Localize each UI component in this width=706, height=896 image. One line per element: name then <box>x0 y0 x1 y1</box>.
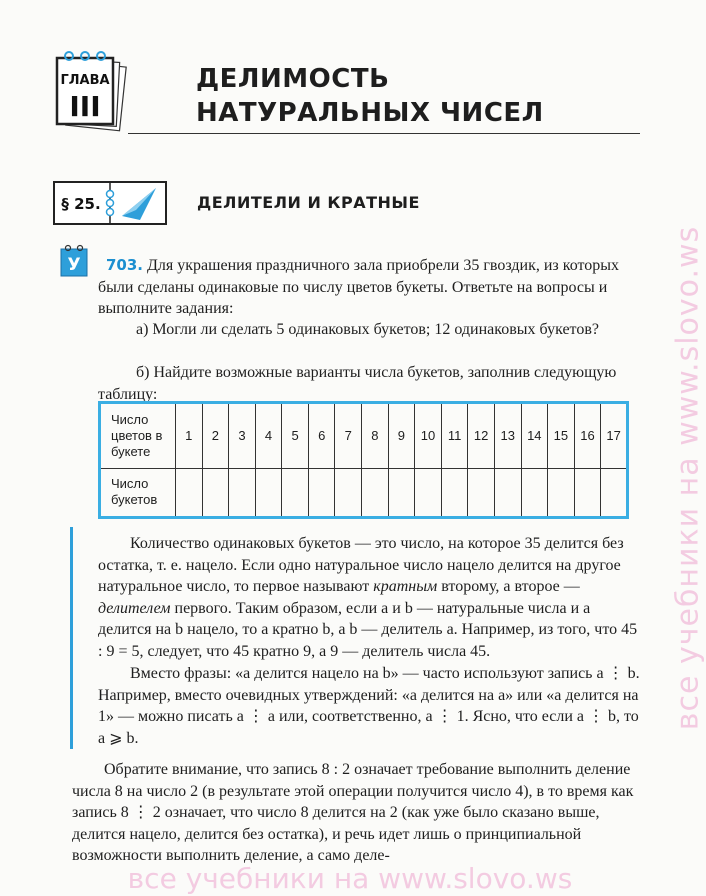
svg-text:У: У <box>67 255 81 275</box>
table-cell: 5 <box>282 403 309 469</box>
table-cell[interactable] <box>521 468 548 517</box>
table-cell[interactable] <box>202 468 229 517</box>
table-cell: 14 <box>521 403 548 469</box>
table-cell[interactable] <box>415 468 442 517</box>
watermark-bottom: все учебники на www.slovo.ws <box>127 862 573 895</box>
table-cell: 6 <box>308 403 335 469</box>
chapter-title-line2: НАТУРАЛЬНЫХ ЧИСЕЛ <box>196 98 544 128</box>
table-cell: 15 <box>548 403 575 469</box>
table-cell: 7 <box>335 403 362 469</box>
definition-paragraph-1: Количество одинаковых букетов — это число, на которое 35 делится без остатка, т. е. нацело. Если одно натуральное число нацело делится на другое натуральное число, то первое называют кратным второму, а второе — делителем первого. Таким образом, если a и b — натуральные числа и a делится на b нацело, то a кратно b, а b — делитель a. Например, из того, что 45 : 9 = 5, следует, что 45 кратно 9, а 9 — делитель числа 45. <box>98 535 638 660</box>
table-cell[interactable] <box>255 468 282 517</box>
table-cell: 12 <box>468 403 495 469</box>
definition-marker <box>70 527 73 749</box>
problem-intro: Для украшения праздничного зала приобрели 35 гвоздик, из которых были сделаны одинаковые по числу цветов букеты. Ответьте на вопросы и выполните задания: <box>98 257 620 317</box>
table-cell[interactable] <box>468 468 495 517</box>
section-number: § 25. <box>61 195 101 213</box>
table-cell[interactable] <box>308 468 335 517</box>
table-cell: 3 <box>229 403 256 469</box>
table-cell[interactable] <box>601 468 628 517</box>
chapter-label: ГЛАВА <box>60 73 110 88</box>
table-cell[interactable] <box>494 468 521 517</box>
problem-number: 703. <box>106 256 144 274</box>
table-cell[interactable] <box>282 468 309 517</box>
table-cell: 16 <box>574 403 601 469</box>
section-title: ДЕЛИТЕЛИ И КРАТНЫЕ <box>197 193 420 212</box>
question-b: б) Найдите возможные варианты числа букетов, заполнив следующую таблицу: <box>98 364 617 403</box>
question-a: а) Могли ли сделать 5 одинаковых букетов; 12 одинаковых букетов? <box>136 321 599 338</box>
bouquet-table <box>98 401 629 519</box>
chapter-title-line1: ДЕЛИМОСТЬ <box>196 64 390 94</box>
table-row <box>100 468 628 517</box>
table-cell[interactable] <box>362 468 389 517</box>
exercise-u-icon <box>59 244 89 278</box>
table-cell[interactable] <box>441 468 468 517</box>
row-header-flowers: Число цветов в букете <box>100 403 176 469</box>
table-cell[interactable] <box>176 468 203 517</box>
table-cell: 17 <box>601 403 628 469</box>
table-cell: 10 <box>415 403 442 469</box>
table-cell[interactable] <box>574 468 601 517</box>
chapter-title <box>196 62 616 130</box>
chapter-number: III <box>69 90 101 123</box>
table-cell: 2 <box>202 403 229 469</box>
watermark-vertical: все учебники на www.slovo.ws <box>670 225 706 731</box>
chapter-divider <box>128 133 640 134</box>
table-cell[interactable] <box>229 468 256 517</box>
table-cell: 8 <box>362 403 389 469</box>
definition-paragraph-2: Вместо фразы: «a делится нацело на b» — часто используют запись a ⋮ b. Например, вместо очевидных утверждений: «a делится на a» или «a делится на 1» — можно писать a ⋮ a или, соответственно, a ⋮ 1. Ясно, что если a ⋮ b, то a ⩾ b. <box>98 665 640 747</box>
table-cell: 13 <box>494 403 521 469</box>
table-cell[interactable] <box>548 468 575 517</box>
row-header-bouquets: Число букетов <box>100 468 176 517</box>
term-multiple: кратным <box>373 578 438 595</box>
table-cell: 11 <box>441 403 468 469</box>
table-row <box>100 403 628 469</box>
note-paragraph: Обратите внимание, что запись 8 : 2 означает требование выполнить деление числа 8 на число 2 (в результате этой операции получится число 4), в то время как запись 8 ⋮ 2 означает, что число 8 делится на 2 (как уже было сказано выше, делится нацело, делится без остатка), и речь идет лишь о принципиальной возможности выполнить деление, а само деле- <box>72 761 634 864</box>
term-divisor: делителем <box>98 599 171 617</box>
table-cell: 1 <box>176 403 203 469</box>
table-cell: 9 <box>388 403 415 469</box>
chapter-badge <box>55 48 125 132</box>
problem-statement <box>98 255 643 320</box>
table-cell[interactable] <box>335 468 362 517</box>
table-cell[interactable] <box>388 468 415 517</box>
section-badge <box>52 180 168 226</box>
table-cell: 4 <box>255 403 282 469</box>
